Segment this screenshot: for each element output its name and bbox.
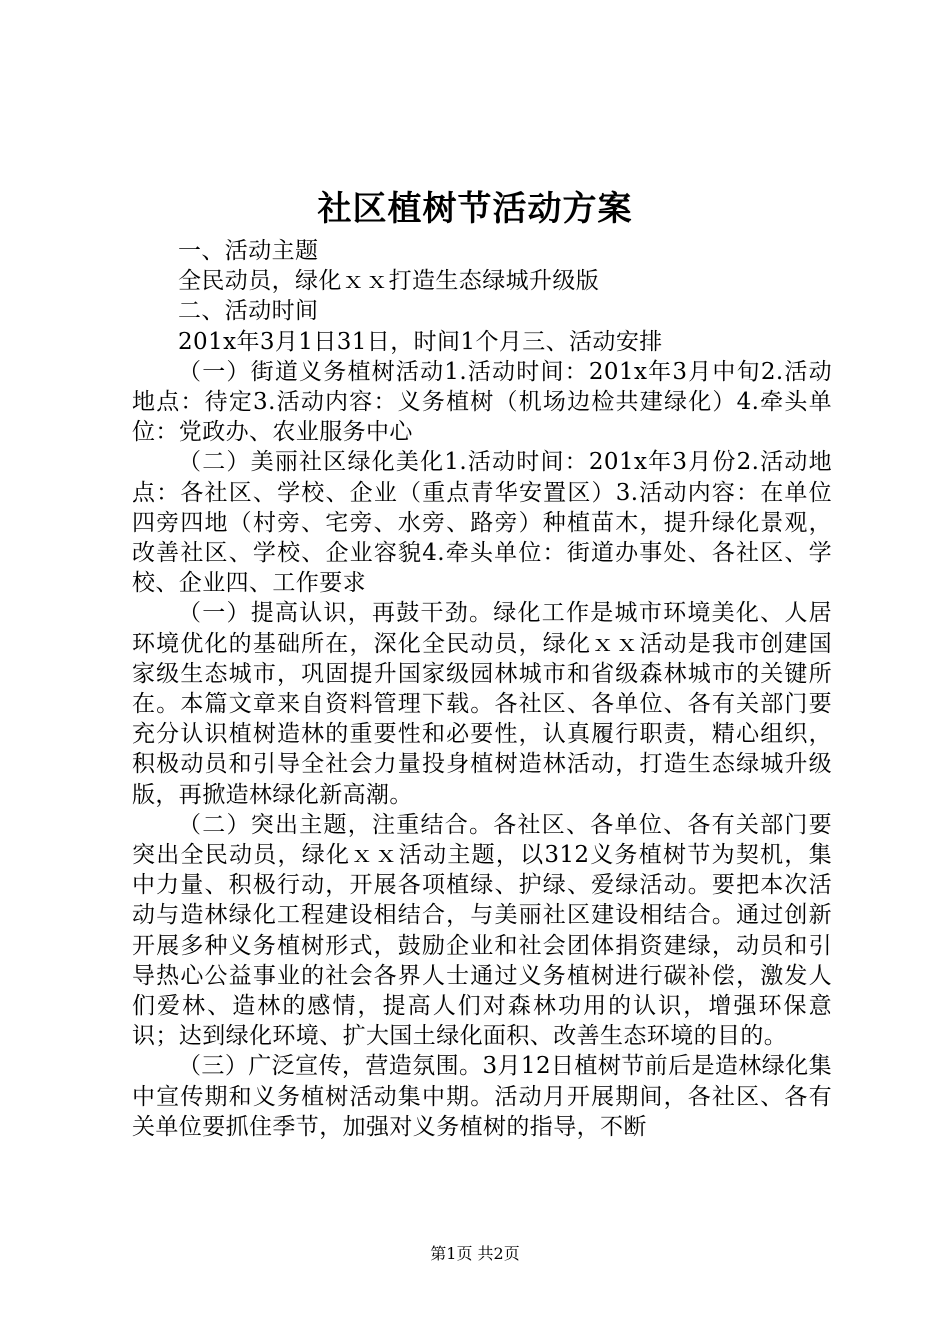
paragraph-requirement-1: （一）提高认识，再鼓干劲。绿化工作是城市环境美化、人居环境优化的基础所在，深化全民动员，绿化ｘｘ活动是我市创建国家级生态城市，巩固提升国家级园林城市和省级森林城市的关键所在。本篇文章来自资料管理下载。各社区、各单位、各有关部门要充分认识植树造林的重要性和必要性，认真履行职责，精心组织，积极动员和引导全社会力量投身植树造林活动，打造生态绿城升级版，再掀造林绿化新高潮。: [132, 600, 832, 808]
paragraph-theme: 全民动员，绿化ｘｘ打造生态绿城升级版: [178, 268, 600, 295]
paragraph-requirement-2: （二）突出主题，注重结合。各社区、各单位、各有关部门要突出全民动员，绿化ｘｘ活动主题，以312义务植树节为契机，集中力量、积极行动，开展各项植绿、护绿、爱绿活动。要把本次活动与造林绿化工程建设相结合，与美丽社区建设相结合。通过创新开展多种义务植树形式，鼓励企业和社会团体捐资建绿，动员和引导热心公益事业的社会各界人士通过义务植树进行碳补偿，激发人们爱林、造林的感情，提高人们对森林功用的认识，增强环保意识；达到绿化环境、扩大国土绿化面积、改善生态环境的目的。: [132, 811, 832, 1050]
document-title: 社区植树节活动方案: [317, 189, 633, 229]
section-heading-time: 二、活动时间: [178, 298, 319, 325]
page-footer: 第1页 共2页: [430, 1244, 520, 1263]
paragraph-arrangement-2: （二）美丽社区绿化美化1.活动时间：201x年3月份2.活动地点：各社区、学校、企业（重点青华安置区）3.活动内容：在单位四旁四地（村旁、宅旁、水旁、路旁）种植苗木，提升绿化景观，改善社区、学校、企业容貌4.牵头单位：街道办事处、各社区、学校、企业四、工作要求: [132, 449, 832, 597]
document-body: [132, 236, 832, 1142]
paragraph-time: 201x年3月1日31日，时间1个月三、活动安排: [178, 328, 663, 355]
section-heading-theme: 一、活动主题: [178, 238, 319, 264]
paragraph-requirement-3: （三）广泛宣传，营造氛围。3月12日植树节前后是造林绿化集中宣传期和义务植树活动集中期。活动月开展期间，各社区、各有关单位要抓住季节，加强对义务植树的指导，不断: [132, 1053, 832, 1140]
paragraph-arrangement-1: （一）街道义务植树活动1.活动时间：201x年3月中旬2.活动地点：待定3.活动内容：义务植树（机场边检共建绿化）4.牵头单位：党政办、农业服务中心: [132, 358, 832, 446]
